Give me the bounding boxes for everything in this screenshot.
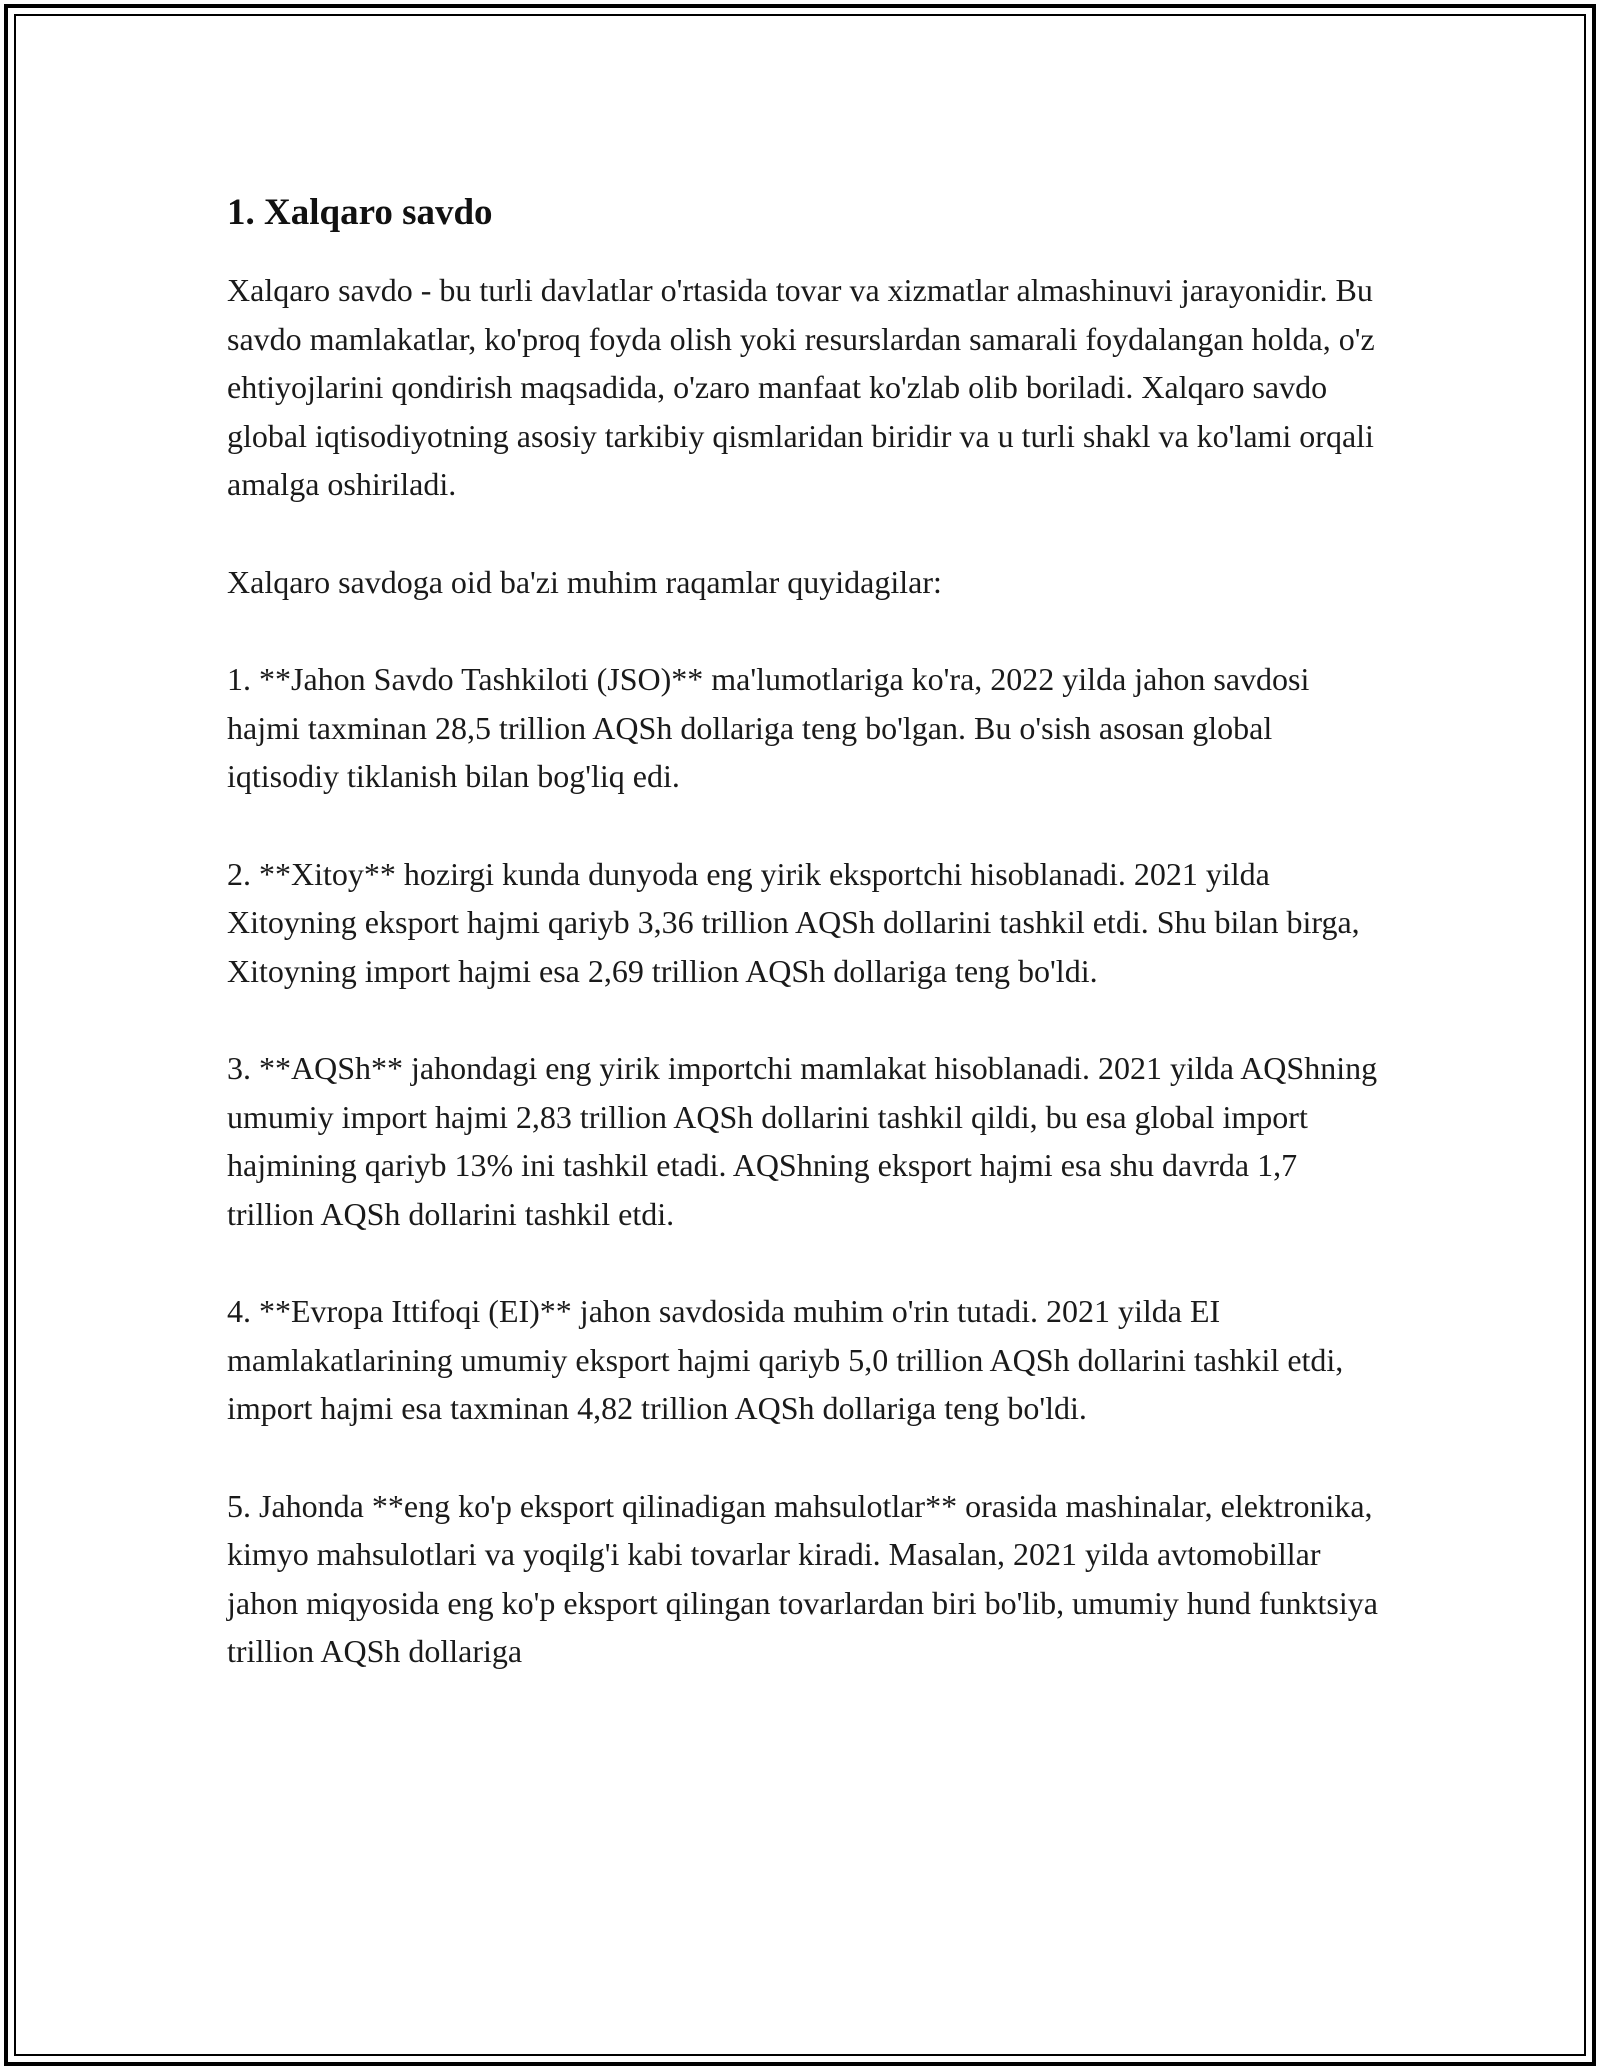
list-item-2-china: 2. **Xitoy** hozirgi kunda dunyoda eng yirik eksportchi hisoblanadi. 2021 yilda Xitoyning eksport hajmi qariyb 3,36 trillion AQSh dollarini tashkil etdi. Shu bilan birga, Xitoyning import hajmi esa 2,69 trillion AQSh dollariga teng bo'ldi.: [227, 855, 1360, 989]
intro-paragraph: Xalqaro savdo - bu turli davlatlar o'rtasida tovar va xizmatlar almashinuvi jarayonidir. Bu savdo mamlakatlar, ko'proq foyda olish yoki resurslardan samarali foydalangan holda, o'z ehtiyojlarini qondirish maqsadida, o'zaro manfaat ko'zlab olib boriladi. Xalqaro savdo global iqtisodiyotning asosiy tarkibiy qismlaridan biridir va u turli shakl va ko'lami orqali amalga oshiriladi.: [227, 272, 1375, 502]
list-item-4-eu: 4. **Evropa Ittifoqi (EI)** jahon savdosida muhim o'rin tutadi. 2021 yilda EI mamlakatlarining umumiy eksport hajmi qariyb 5,0 trillion AQSh dollarini tashkil etdi, import hajmi esa taxminan 4,82 trillion AQSh dollariga teng bo'ldi.: [227, 1293, 1344, 1426]
list-item-5-products: 5. Jahonda **eng ko'p eksport qilinadigan mahsulotlar** orasida mashinalar, elektronika, kimyo mahsulotlari va yoqilg'i kabi tovarlar kiradi. Masalan, 2021 yilda avtomobillar jahon miqyosida eng ko'p eksport qilingan tovarlardan biri bo'lib, umumiy hund funktsiya trillion AQSh dollariga: [227, 1487, 1378, 1669]
list-item-1-wto: 1. **Jahon Savdo Tashkiloti (JSO)** ma'lumotlariga ko'ra, 2022 yilda jahon savdosi hajmi taxminan 28,5 trillion AQSh dollariga teng bo'lgan. Bu o'sish asosan global iqtisodiy tiklanish bilan bog'liq edi.: [227, 661, 1310, 794]
section-heading: 1. Xalqaro savdo: [227, 192, 493, 233]
figures-intro-paragraph: Xalqaro savdoga oid ba'zi muhim raqamlar quyidagilar:: [227, 563, 942, 600]
document-body: [227, 186, 1387, 1676]
list-item-3-usa: 3. **AQSh** jahondagi eng yirik importchi mamlakat hisoblanadi. 2021 yilda AQShning umumiy import hajmi 2,83 trillion AQSh dollarini tashkil qildi, bu esa global import hajmining qariyb 13% ini tashkil etadi. AQShning eksport hajmi esa shu davrda 1,7 trillion AQSh dollarini tashkil etdi.: [227, 1050, 1378, 1232]
